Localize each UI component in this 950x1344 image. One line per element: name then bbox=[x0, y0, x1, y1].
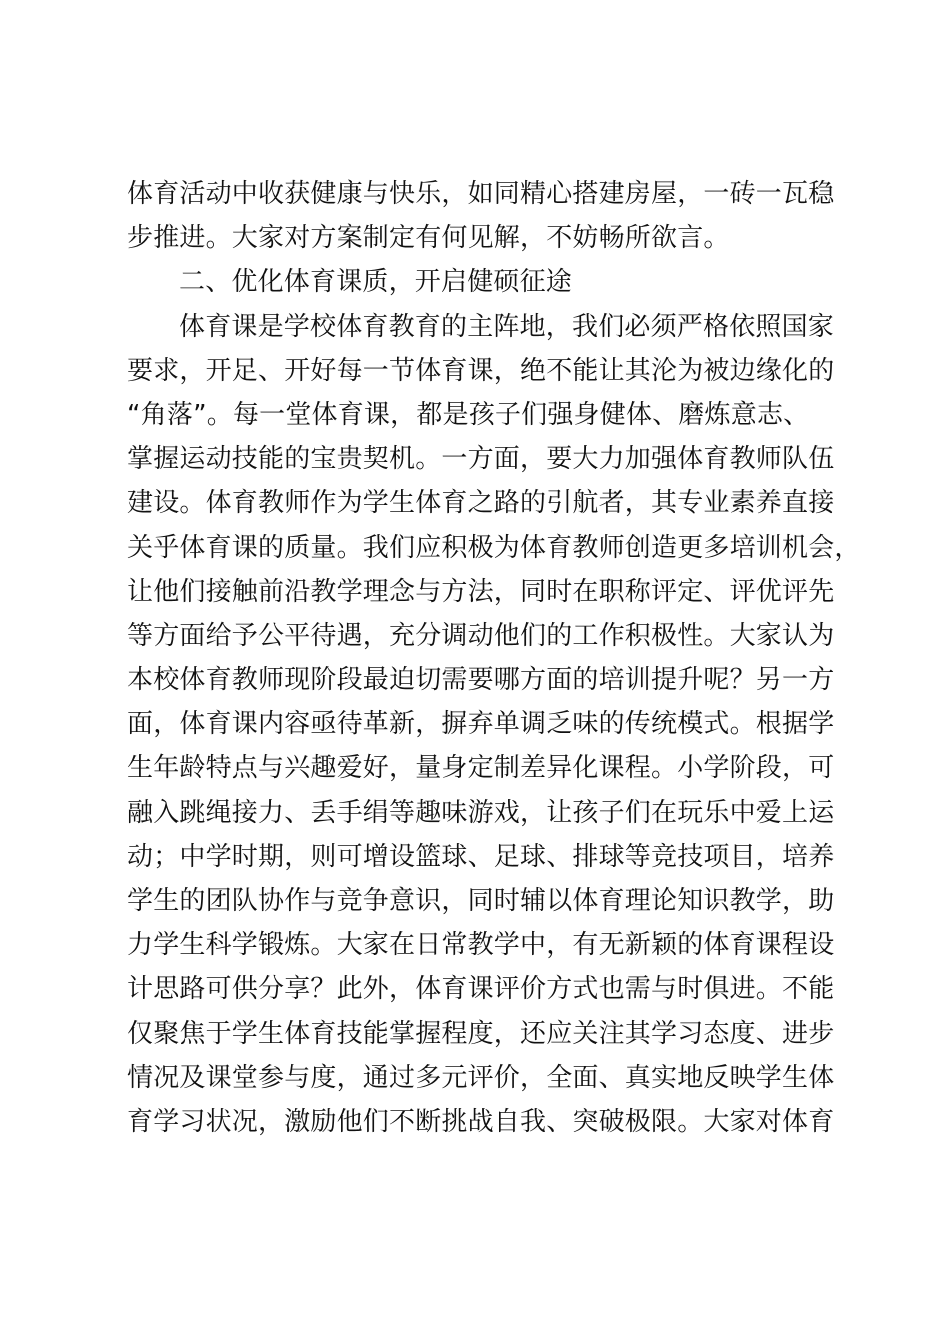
text-line: “角落”。每一堂体育课，都是孩子们强身健体、磨炼意志、 bbox=[127, 399, 810, 430]
text-line: 掌握运动技能的宝贵契机。一方面，要大力加强体育教师队伍 bbox=[127, 444, 835, 475]
text-line: 体育课是学校体育教育的主阵地，我们必须严格依照国家 bbox=[179, 311, 835, 342]
text-line: 等方面给予公平待遇，充分调动他们的工作积极性。大家认为 bbox=[127, 620, 835, 651]
text-line: 计思路可供分享？此外，体育课评价方式也需与时俱进。不能 bbox=[127, 974, 835, 1005]
text-line: 体育活动中收获健康与快乐，如同精心搭建房屋，一砖一瓦稳 bbox=[127, 179, 835, 209]
text-line: 面，体育课内容亟待革新，摒弃单调乏味的传统模式。根据学 bbox=[127, 709, 835, 740]
body-text bbox=[127, 172, 861, 1144]
text-line: 力学生科学锻炼。大家在日常教学中，有无新颖的体育课程设 bbox=[127, 930, 835, 961]
text-line: 让他们接触前沿教学理念与方法，同时在职称评定、评优评先 bbox=[127, 576, 835, 607]
text-line: 情况及课堂参与度，通过多元评价，全面、真实地反映学生体 bbox=[127, 1062, 835, 1093]
text-line: 本校体育教师现阶段最迫切需要哪方面的培训提升呢？另一方 bbox=[127, 665, 835, 696]
text-line: 建设。体育教师作为学生体育之路的引航者，其专业素养直接 bbox=[127, 488, 835, 519]
text-line: 关乎体育课的质量。我们应积极为体育教师创造更多培训机会， bbox=[127, 532, 861, 563]
text-line: 要求，开足、开好每一节体育课，绝不能让其沦为被边缘化的 bbox=[127, 355, 835, 386]
text-line: 仅聚焦于学生体育技能掌握程度，还应关注其学习态度、进步 bbox=[127, 1018, 835, 1049]
text-line: 步推进。大家对方案制定有何见解，不妨畅所欲言。 bbox=[127, 223, 730, 254]
section-heading: 二、优化体育课质，开启健硕征途 bbox=[179, 267, 573, 298]
text-line: 学生的团队协作与竞争意识，同时辅以体育理论知识教学，助 bbox=[127, 886, 835, 916]
text-line: 融入跳绳接力、丢手绢等趣味游戏，让孩子们在玩乐中爱上运 bbox=[127, 797, 835, 828]
text-line: 育学习状况，激励他们不断挑战自我、突破极限。大家对体育 bbox=[127, 1106, 835, 1137]
text-line: 生年龄特点与兴趣爱好，量身定制差异化课程。小学阶段，可 bbox=[127, 753, 835, 784]
text-line: 动；中学时期，则可增设篮球、足球、排球等竞技项目，培养 bbox=[127, 841, 835, 872]
